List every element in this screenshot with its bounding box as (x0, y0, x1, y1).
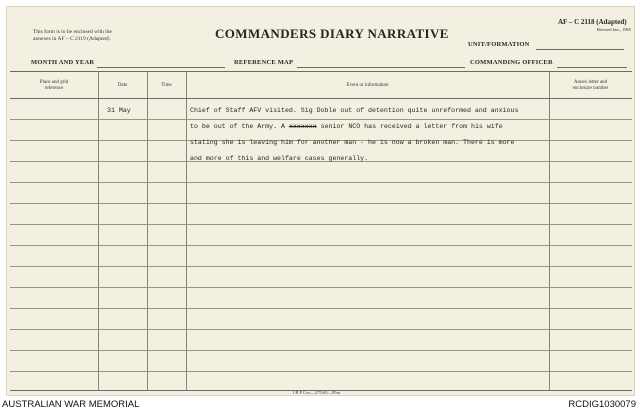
entry-line-2-article: A (281, 123, 285, 130)
month-year-label: MONTH AND YEAR (31, 59, 95, 66)
diary-table (10, 71, 632, 391)
header-place-line-2: reference (44, 86, 64, 91)
header-annex-line-1: Annex letter and (573, 80, 608, 85)
header-separator (10, 98, 632, 99)
entry-line-2-prefix: to be out of the Army. (190, 123, 278, 130)
ruled-line (10, 350, 632, 351)
ruled-line (10, 287, 632, 288)
header-time: Time (161, 83, 172, 88)
diary-form-sheet (6, 6, 635, 396)
entry-line-4: and more of this and welfare cases generally. (190, 155, 369, 162)
ruled-line (10, 245, 632, 246)
commanding-officer-line (557, 67, 627, 68)
header-event: Event or information (346, 83, 389, 88)
entry-line-3: stating she is leaving him for another man - he is now a broken man. There is more (190, 139, 515, 146)
enclose-note-line-1: This form is to be enclosed with the (33, 29, 112, 35)
ruled-line (10, 329, 632, 330)
entry-line-1: Chief of Staff AFV visited. Sig Doble out of detention quite unreformed and anxious (190, 107, 519, 114)
credit-left: AUSTRALIAN WAR MEMORIAL (2, 399, 140, 410)
unit-formation-line (536, 49, 624, 50)
entry-line-2-rest: senior NCO has received a letter from his wife (320, 123, 503, 130)
ruled-line (10, 308, 632, 309)
header-annex-line-2: enclosure number (572, 86, 609, 91)
header-date: Date (117, 83, 128, 88)
commanding-officer-label: COMMANDING OFFICER (470, 59, 553, 66)
header-place (10, 80, 98, 92)
print-code: 1 B P Cov—275/65—95m (292, 390, 340, 395)
entry-line-2 (190, 123, 503, 130)
ruled-line (10, 224, 632, 225)
ruled-line (10, 203, 632, 204)
header-annex (549, 80, 632, 92)
month-year-line (97, 67, 225, 68)
ruled-line (10, 266, 632, 267)
form-title: COMMANDERS DIARY NARRATIVE (215, 26, 449, 41)
credit-right: RCDIG1030079 (568, 399, 636, 410)
entry-struck-word: xxxxxxx (288, 123, 317, 130)
form-number: AF – C 2118 (Adapted) (558, 18, 627, 26)
ruled-line (10, 182, 632, 183)
entry-date: 31 May (107, 107, 131, 114)
reference-map-line (297, 67, 465, 68)
ruled-line (10, 371, 632, 372)
ruled-line (10, 119, 632, 120)
unit-formation-label: UNIT/FORMATION (468, 41, 530, 48)
revised-date: Revised Jan., 1965 (597, 27, 631, 32)
enclose-note (33, 29, 153, 42)
reference-map-label: REFERENCE MAP (234, 59, 294, 66)
enclose-note-line-2: annexes in AF – C 2119 (Adapted). (33, 35, 111, 42)
header-place-line-1: Place and grid (39, 80, 69, 85)
